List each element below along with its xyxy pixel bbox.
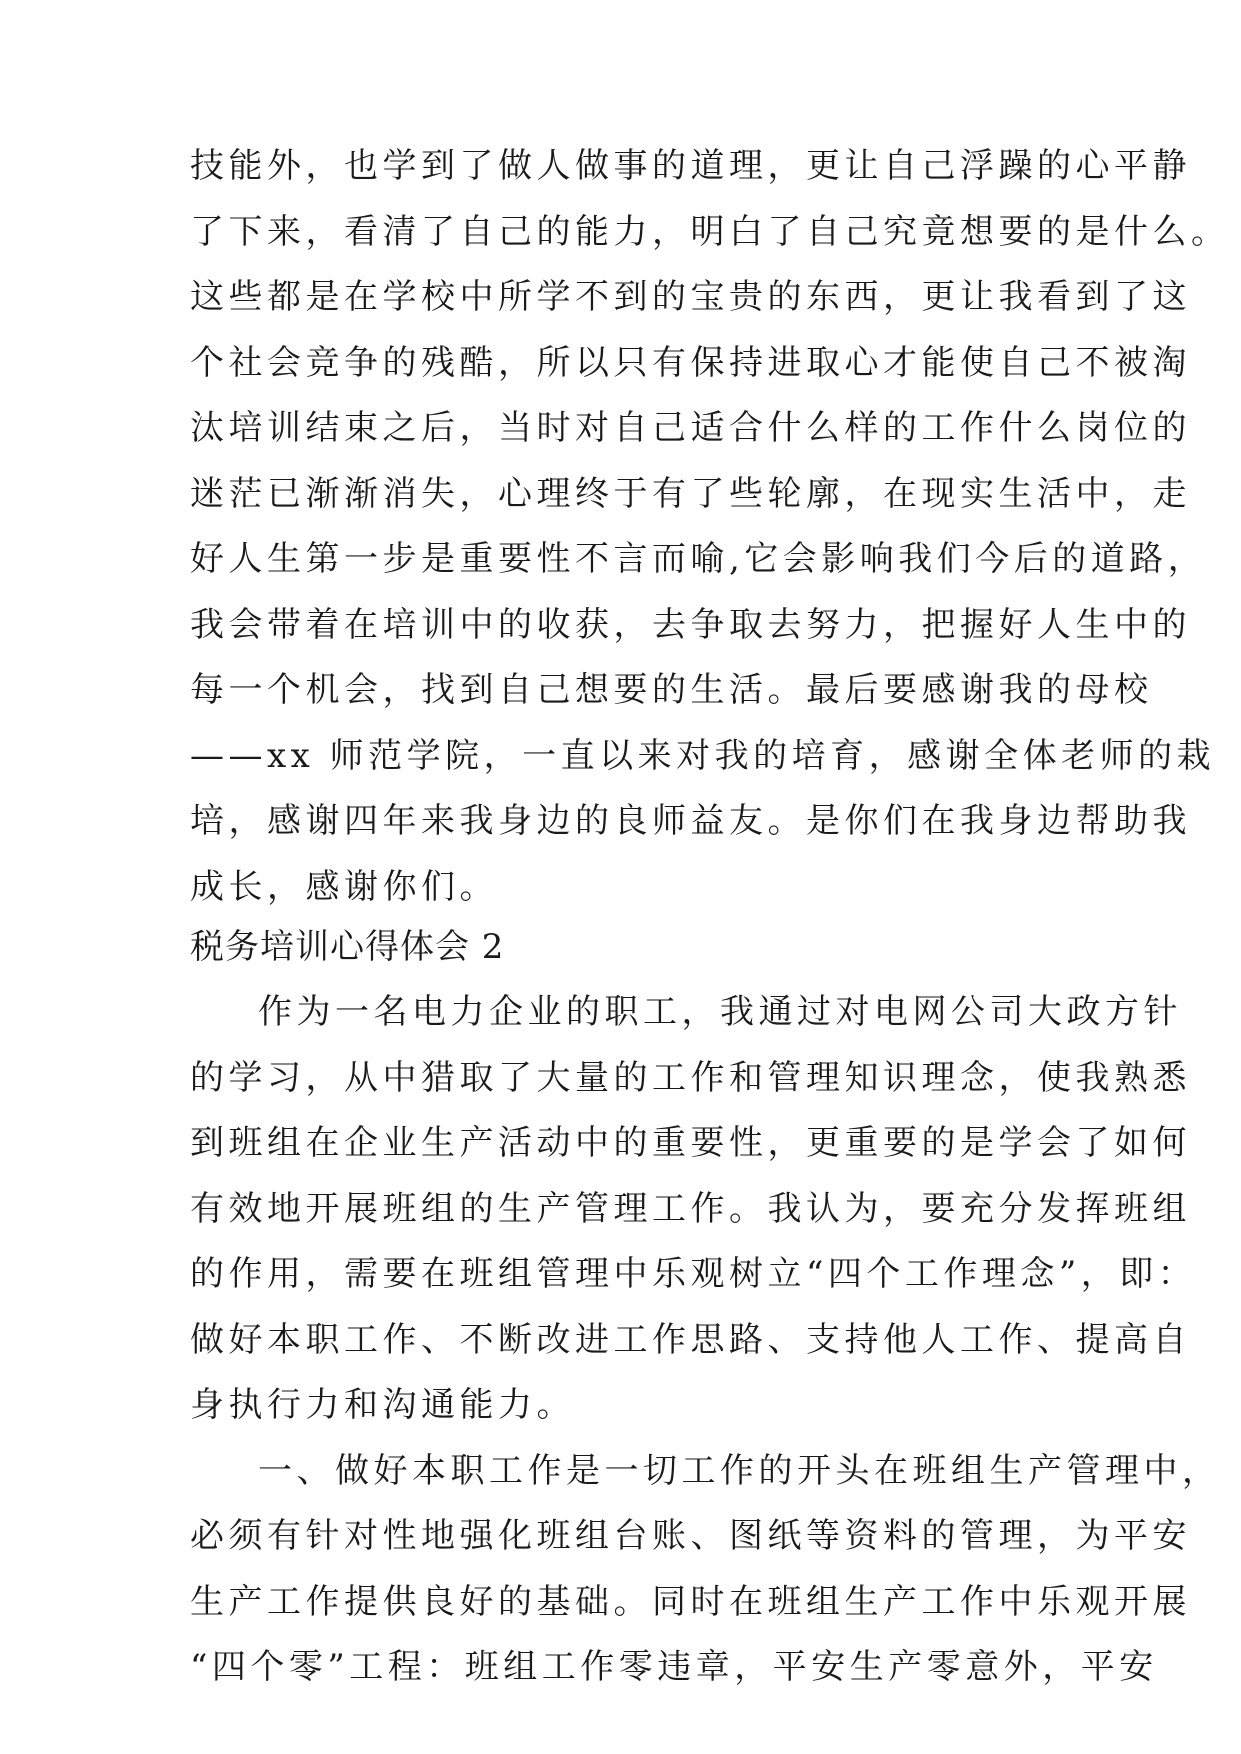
paragraph-line: 了下来，看清了自己的能力，明白了自己究竟想要的是什么。 bbox=[190, 212, 1230, 252]
paragraph-line: ——xx 师范学院，一直以来对我的培育，感谢全体老师的栽 bbox=[190, 736, 1216, 776]
paragraph-line: 生产工作提供良好的基础。同时在班组生产工作中乐观开展 bbox=[190, 1582, 1191, 1622]
paragraph-line: 作为一名电力企业的职工，我通过对电网公司大政方针 bbox=[258, 992, 1182, 1032]
paragraph-line: 汰培训结束之后，当时对自己适合什么样的工作什么岗位的 bbox=[190, 408, 1191, 448]
paragraph-line: 技能外，也学到了做人做事的道理，更让自己浮躁的心平静 bbox=[190, 146, 1191, 186]
paragraph-line: 的学习，从中猎取了大量的工作和管理知识理念，使我熟悉 bbox=[190, 1058, 1191, 1098]
paragraph-line: 到班组在企业生产活动中的重要性，更重要的是学会了如何 bbox=[190, 1123, 1191, 1163]
paragraph-line: 这些都是在学校中所学不到的宝贵的东西，更让我看到了这 bbox=[190, 277, 1191, 317]
paragraph-line: 身执行力和沟通能力。 bbox=[190, 1385, 575, 1425]
paragraph-line: 的作用，需要在班组管理中乐观树立“四个工作理念”，即： bbox=[190, 1254, 1197, 1294]
paragraph-line: 每一个机会，找到自己想要的生活。最后要感谢我的母校 bbox=[190, 670, 1153, 710]
paragraph-line: 有效地开展班组的生产管理工作。我认为，要充分发挥班组 bbox=[190, 1189, 1191, 1229]
paragraph-line: “四个零”工程：班组工作零违章，平安生产零意外，平安 bbox=[190, 1647, 1158, 1687]
paragraph-line: 一、做好本职工作是一切工作的开头在班组生产管理中， bbox=[258, 1451, 1221, 1491]
paragraph-line: 我会带着在培训中的收获，去争取去努力，把握好人生中的 bbox=[190, 605, 1191, 645]
paragraph-line: 个社会竞争的残酷，所以只有保持进取心才能使自己不被淘 bbox=[190, 343, 1191, 383]
paragraph-line: 好人生第一步是重要性不言而喻,它会影响我们今后的道路， bbox=[190, 539, 1207, 579]
section-heading: 税务培训心得体会 2 bbox=[190, 927, 505, 967]
paragraph-line: 培，感谢四年来我身边的良师益友。是你们在我身边帮助我 bbox=[190, 801, 1191, 841]
paragraph-line: 成长，感谢你们。 bbox=[190, 867, 498, 907]
paragraph-line: 做好本职工作、不断改进工作思路、支持他人工作、提高自 bbox=[190, 1320, 1191, 1360]
paragraph-line: 必须有针对性地强化班组台账、图纸等资料的管理，为平安 bbox=[190, 1516, 1191, 1556]
paragraph-line: 迷茫已渐渐消失，心理终于有了些轮廓，在现实生活中，走 bbox=[190, 474, 1191, 514]
